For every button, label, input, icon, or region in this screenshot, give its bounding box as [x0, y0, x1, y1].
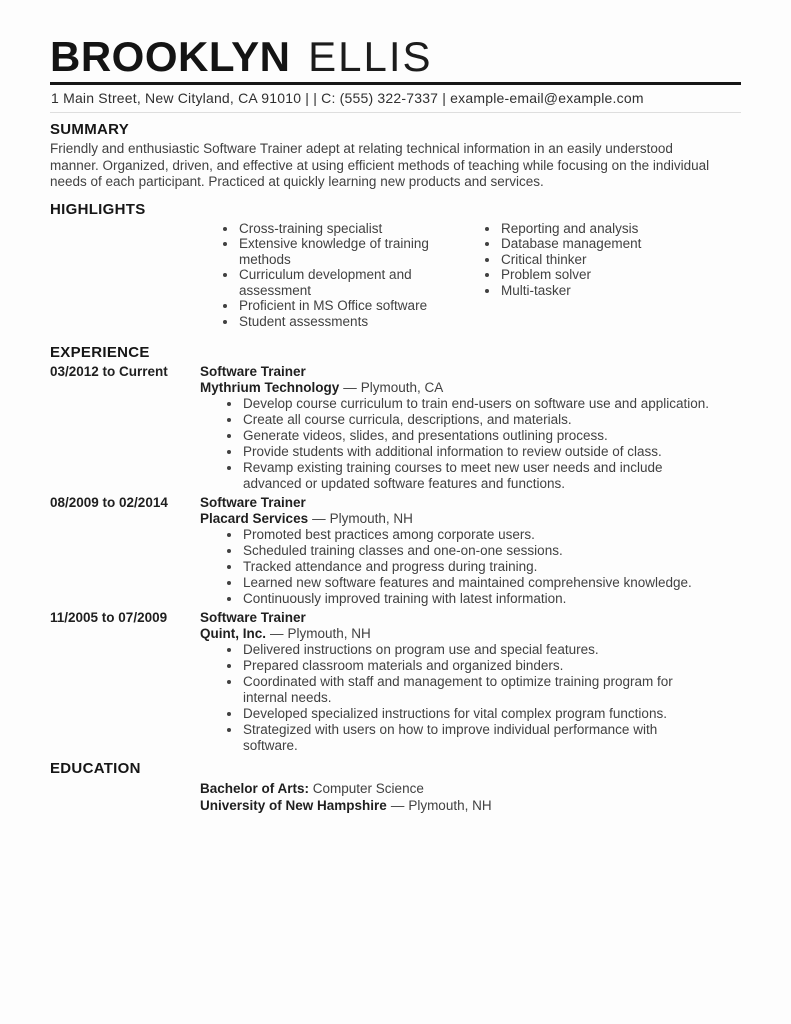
company-name: Quint, Inc. [200, 625, 266, 641]
name-heading [50, 33, 741, 80]
job-details [200, 495, 741, 607]
job-dates: 03/2012 to Current [50, 363, 168, 379]
school-name: University of New Hampshire [200, 797, 387, 813]
job-title: Software Trainer [200, 494, 306, 510]
list-item: • Coordinated with staff and management to optimize training program for internal needs. [242, 674, 715, 706]
job-location: Plymouth, CA [360, 379, 444, 395]
first-name: BROOKLYN [50, 33, 291, 80]
contact-line: 1 Main Street, New Cityland, CA 91010 | | C: (555) 322-7337 | example-email@example.com [50, 85, 741, 113]
list-item: • Reporting and analysis [500, 221, 699, 237]
list-item: • Tracked attendance and progress during training. [242, 559, 715, 575]
job-entry [50, 495, 741, 607]
list-item: • Provide students with additional information to review outside of class. [242, 444, 715, 460]
list-item: • Strategized with users on how to improve individual performance with software. [242, 722, 715, 754]
list-item: • Scheduled training classes and one-on-one sessions. [242, 543, 715, 559]
highlights-heading: HIGHLIGHTS [50, 200, 146, 218]
highlights-right-list [464, 221, 699, 330]
list-item: • Extensive knowledge of training methods [238, 236, 464, 267]
company-name: Mythrium Technology [200, 379, 340, 395]
job-bullet-list [200, 396, 715, 492]
job-company-line [200, 511, 741, 527]
job-details [200, 364, 741, 492]
list-item: • Delivered instructions on program use and special features. [242, 642, 715, 658]
list-item: • Cross-training specialist [238, 221, 464, 237]
job-title: Software Trainer [200, 609, 306, 625]
list-item: • Student assessments [238, 314, 464, 330]
job-location: Plymouth, NH [287, 625, 371, 641]
highlights-columns [202, 221, 741, 330]
job-location: Plymouth, NH [329, 510, 413, 526]
education-section [50, 760, 741, 814]
list-item: • Developed specialized instructions for vital complex program functions. [242, 706, 715, 722]
job-company-line [200, 626, 741, 642]
summary-heading: SUMMARY [50, 121, 130, 138]
dash-separator: — [390, 797, 405, 813]
highlights-left-list [202, 221, 464, 330]
list-item: • Create all course curricula, descriptions, and materials. [242, 412, 715, 428]
degree-line [200, 780, 741, 797]
list-item: • Generate videos, slides, and presentations outlining process. [242, 428, 715, 444]
highlights-section [50, 201, 741, 330]
list-item: • Learned new software features and maintained comprehensive knowledge. [242, 575, 715, 591]
list-item: • Curriculum development and assessment [238, 267, 464, 298]
degree-field: Computer Science [312, 780, 424, 796]
job-details [200, 610, 741, 754]
experience-heading: EXPERIENCE [50, 343, 150, 361]
list-item: • Critical thinker [500, 252, 699, 268]
list-item: • Continuously improved training with latest information. [242, 591, 715, 607]
education-heading: EDUCATION [50, 759, 141, 777]
job-dates: 11/2005 to 07/2009 [50, 609, 168, 625]
company-name: Placard Services [200, 510, 309, 526]
job-company-line [200, 380, 741, 396]
list-item: • Prepared classroom materials and organized binders. [242, 658, 715, 674]
job-bullet-list [200, 642, 715, 754]
job-title: Software Trainer [200, 363, 306, 379]
dash-separator: — [270, 625, 284, 641]
dash-separator: — [312, 510, 326, 526]
list-item: • Database management [500, 236, 699, 252]
job-dates: 08/2009 to 02/2014 [50, 494, 168, 510]
education-location: Plymouth, NH [408, 797, 492, 813]
list-item: • Promoted best practices among corporate users. [242, 527, 715, 543]
summary-text: Friendly and enthusiastic Software Trainer adept at relating technical information in an easily understood manner. Organized, driven, and effective at using efficient methods of teaching while focusing on the individual needs of each participant. Practiced at quickly learning new products and services. [50, 141, 710, 189]
summary-section [50, 121, 741, 191]
job-bullet-list [200, 527, 715, 607]
dash-separator: — [343, 379, 357, 395]
list-item: • Proficient in MS Office software [238, 298, 464, 314]
job-entry [50, 610, 741, 754]
school-line [200, 797, 741, 814]
list-item: • Revamp existing training courses to meet new user needs and include advanced or updated software features and functions. [242, 460, 715, 492]
list-item: • Problem solver [500, 267, 699, 283]
list-item: • Multi-tasker [500, 283, 699, 299]
education-details [200, 780, 741, 814]
list-item: • Develop course curriculum to train end-users on software use and application. [242, 396, 715, 412]
job-entry [50, 364, 741, 492]
last-name: ELLIS [308, 33, 433, 80]
degree-label: Bachelor of Arts: [200, 780, 310, 796]
resume-header [50, 33, 741, 113]
experience-section [50, 344, 741, 754]
